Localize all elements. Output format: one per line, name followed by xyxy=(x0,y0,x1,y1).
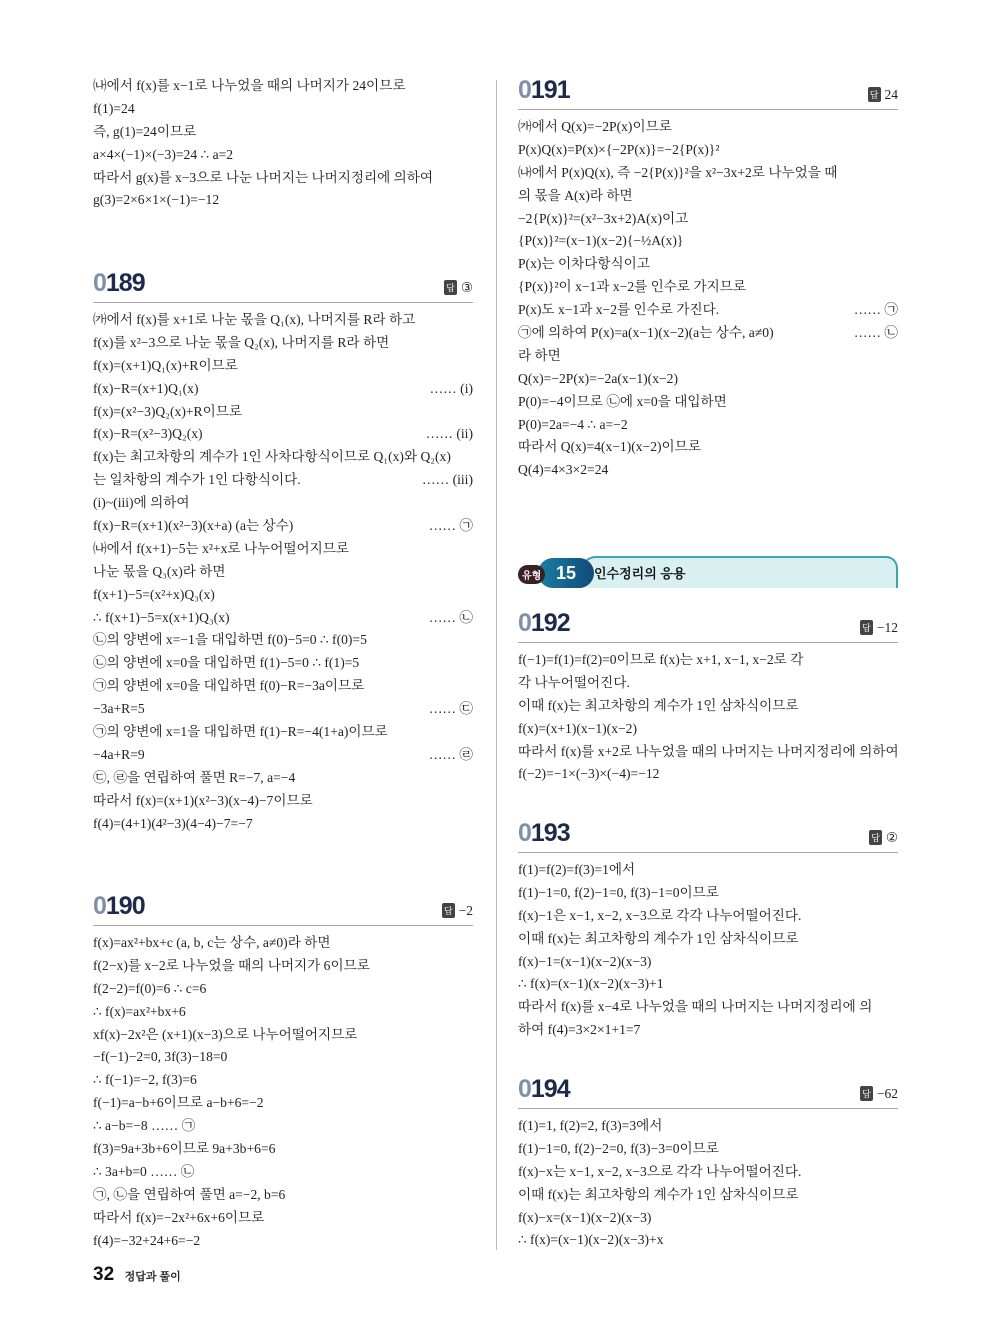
solution-line: f(2−x)를 x−2로 나누었을 때의 나머지가 6이므로 xyxy=(93,957,370,973)
solution-line: f(x)=(x²−3)Q₂(x)+R이므로 xyxy=(93,403,242,419)
solution-line: f(x)=(x+1)(x−1)(x−2) xyxy=(518,720,637,736)
solution-line: f(−1)=f(1)=f(2)=0이므로 f(x)는 x+1, x−1, x−2로 각 xyxy=(518,652,804,667)
problem-number xyxy=(518,819,570,848)
answer-badge-icon: 답 xyxy=(868,87,881,102)
solution-line: 의 몫을 A(x)라 하면 xyxy=(518,187,633,203)
solution-line: 하여 f(4)=3×2×1+1=7 xyxy=(518,1022,641,1038)
solution-line: ㉢, ㉣을 연립하여 풀면 R=−7, a=−4 xyxy=(93,769,296,785)
problem-number-main: 189 xyxy=(105,269,145,297)
solution-0194 xyxy=(518,1072,898,1252)
solution-line-row xyxy=(93,607,473,630)
answer-badge-icon: 답 xyxy=(860,620,873,635)
solution-line: −3a+R=5 xyxy=(93,701,145,717)
solution-line: ㈏에서 f(x+1)−5는 x²+x로 나누어떨어지므로 xyxy=(93,540,350,556)
footer-label: 정답과 풀이 xyxy=(124,1271,181,1283)
equation-marker: …… (i) xyxy=(429,380,473,396)
solution-line-row xyxy=(93,423,473,446)
answer-value: −62 xyxy=(876,1086,898,1101)
answer xyxy=(860,1086,898,1102)
solution-line: Q(x)=−2P(x)=−2a(x−1)(x−2) xyxy=(518,370,678,386)
solution-line: ㉠에 의하여 P(x)=a(x−1)(x−2)(a는 상수, a≠0) xyxy=(518,325,774,341)
solution-line: 즉, g(1)=24이므로 xyxy=(93,123,197,139)
answer xyxy=(442,903,473,919)
solution-0191 xyxy=(518,73,898,482)
solution-line: P(x)는 이차다항식이고 xyxy=(518,256,650,272)
answer-value: ③ xyxy=(460,280,473,295)
solution-line: ㉠, ㉡을 연립하여 풀면 a=−2, b=6 xyxy=(93,1186,286,1202)
problem-header xyxy=(518,73,898,110)
solution-line: 따라서 f(x)를 x−4로 나누었을 때의 나머지는 나머지정리에 의 xyxy=(518,999,873,1015)
solution-line: ㉠의 양변에 x=1을 대입하면 f(1)−R=−4(1+a)이므로 xyxy=(93,724,388,740)
problem-number-main: 191 xyxy=(530,76,570,104)
solution-line: Q(4)=4×3×2=24 xyxy=(518,462,609,478)
solution-line: {P(x)}²=(x−1)(x−2){−½A(x)} xyxy=(518,233,684,249)
problem-header xyxy=(518,1072,898,1109)
equation-marker: …… ㉢ xyxy=(428,701,473,717)
problem-number-main: 190 xyxy=(105,892,145,920)
solution-line: −4a+R=9 xyxy=(93,746,145,762)
solution-line: ㈏에서 P(x)Q(x), 즉 −2{P(x)}²을 x²−3x+2로 나누었을 때 xyxy=(518,164,838,180)
solution-line-row xyxy=(93,698,473,721)
problem-number-main: 194 xyxy=(530,1075,570,1103)
answer xyxy=(860,620,898,636)
solution-line: ㉠의 양변에 x=0을 대입하면 f(0)−R=−3a이므로 xyxy=(93,678,365,694)
equation-marker: …… ㉠ xyxy=(853,302,898,318)
solution-line: f(x)−R=(x+1)Q₁(x) xyxy=(93,380,199,396)
problem-number-main: 192 xyxy=(530,609,570,637)
solution-line: ∴ f(x)=(x−1)(x−2)(x−3)+1 xyxy=(518,976,664,992)
solution-line: f(−1)=a−b+6이므로 a−b+6=−2 xyxy=(93,1095,264,1111)
type-label: 유형 xyxy=(518,565,545,584)
solution-line: f(x)−x=(x−1)(x−2)(x−3) xyxy=(518,1209,652,1225)
solution-line: ㈏에서 f(x)를 x−1로 나누었을 때의 나머지가 24이므로 xyxy=(93,78,406,93)
problem-number xyxy=(93,892,145,921)
solution-line: f(x)는 최고차항의 계수가 1인 사차다항식이므로 Q₁(x)와 Q₂(x) xyxy=(93,449,451,465)
type-title: 인수정리의 응용 xyxy=(580,556,898,588)
answer-badge-icon: 답 xyxy=(860,1086,873,1101)
solution-line-row xyxy=(93,515,473,538)
solution-line: f(x)−x는 x−1, x−2, x−3으로 각각 나누어떨어진다. xyxy=(518,1163,802,1179)
solution-line: 이때 f(x)는 최고차항의 계수가 1인 삼차식이므로 xyxy=(518,930,799,946)
solution-line: ㉡의 양변에 x=−1을 대입하면 f(0)−5=0 ∴ f(0)=5 xyxy=(93,632,367,648)
solution-line: f(3)=9a+3b+6이므로 9a+3b+6=6 xyxy=(93,1141,276,1157)
solution-line: f(2−2)=f(0)=6 ∴ c=6 xyxy=(93,980,207,996)
solution-line: f(1)−1=0, f(2)−2=0, f(3)−3=0이므로 xyxy=(518,1140,719,1156)
problem-number xyxy=(518,1075,570,1104)
solution-line: ㈎에서 f(x)를 x+1로 나눈 몫을 Q₁(x), 나머지를 R라 하고 xyxy=(93,312,416,327)
answer-value: −2 xyxy=(458,903,473,918)
solution-line: f(x)−1=(x−1)(x−2)(x−3) xyxy=(518,953,652,969)
solution-line: ∴ f(x)=ax²+bx+6 xyxy=(93,1003,186,1019)
problem-header xyxy=(518,816,898,853)
solution-0190 xyxy=(93,889,473,1252)
solution-line: −f(−1)−2=0, 3f(3)−18=0 xyxy=(93,1049,228,1065)
type-number: 15 xyxy=(538,558,594,588)
problem-number-main: 193 xyxy=(530,819,570,847)
answer-value: ② xyxy=(885,830,898,845)
solution-line-row xyxy=(93,744,473,767)
solution-line: 는 일차항의 계수가 1인 다항식이다. xyxy=(93,472,301,488)
equation-marker: …… ㉡ xyxy=(428,609,473,625)
solution-line: {P(x)}²이 x−1과 x−2를 인수로 가지므로 xyxy=(518,279,746,295)
solution-line: (i)~(iii)에 의하여 xyxy=(93,495,190,511)
solution-line: f(−2)=−1×(−3)×(−4)=−12 xyxy=(518,766,660,782)
solution-line-row xyxy=(93,469,473,492)
equation-marker: …… ㉡ xyxy=(853,325,898,341)
solution-line: g(3)=2×6×1×(−1)=−12 xyxy=(93,192,220,208)
solution-line: f(x)−1은 x−1, x−2, x−3으로 각각 나누어떨어진다. xyxy=(518,907,802,923)
column-divider xyxy=(496,80,497,1250)
equation-marker: …… (iii) xyxy=(422,472,473,488)
solution-line: f(4)=−32+24+6=−2 xyxy=(93,1232,201,1248)
answer-value: 24 xyxy=(884,87,898,102)
problem-number-prefix: 0 xyxy=(518,76,531,104)
equation-marker: …… ㉣ xyxy=(428,746,473,762)
answer-badge-icon: 답 xyxy=(869,830,882,845)
solution-line-row xyxy=(93,378,473,401)
problem-number-prefix: 0 xyxy=(518,1075,531,1103)
answer xyxy=(444,280,473,296)
solution-0192 xyxy=(518,606,898,786)
solution-line: ∴ f(−1)=−2, f(3)=6 xyxy=(93,1072,197,1088)
solution-line: ∴ f(x)=(x−1)(x−2)(x−3)+x xyxy=(518,1232,664,1248)
solution-line: P(0)=2a=−4 ∴ a=−2 xyxy=(518,416,628,432)
solution-line: f(x)=ax²+bx+c (a, b, c는 상수, a≠0)라 하면 xyxy=(93,935,331,950)
solution-line: f(1)=f(2)=f(3)=1에서 xyxy=(518,862,636,877)
problem-header xyxy=(518,606,898,643)
solution-line: ∴ f(x+1)−5=x(x+1)Q₃(x) xyxy=(93,609,230,625)
solution-line: f(x)−R=(x²−3)Q₂(x) xyxy=(93,426,203,442)
solution-line: f(1)=1, f(2)=2, f(3)=3에서 xyxy=(518,1118,663,1133)
solution-line: 따라서 Q(x)=4(x−1)(x−2)이므로 xyxy=(518,439,701,455)
solution-line: 따라서 f(x)를 x+2로 나누었을 때의 나머지는 나머지정리에 의하여 xyxy=(518,743,899,759)
answer-badge-icon: 답 xyxy=(442,903,455,918)
solution-line: f(1)−1=0, f(2)−1=0, f(3)−1=0이므로 xyxy=(518,884,719,900)
page-footer xyxy=(93,1264,181,1286)
solution-line: 따라서 f(x)=(x+1)(x²−3)(x−4)−7이므로 xyxy=(93,792,313,808)
problem-number-prefix: 0 xyxy=(518,609,531,637)
solution-line: xf(x)−2x²은 (x+1)(x−3)으로 나누어떨어지므로 xyxy=(93,1026,358,1042)
solution-line: 따라서 f(x)=−2x²+6x+6이므로 xyxy=(93,1209,265,1225)
problem-number-prefix: 0 xyxy=(93,892,106,920)
problem-number xyxy=(93,269,145,298)
page-number: 32 xyxy=(93,1264,115,1285)
answer xyxy=(869,830,898,846)
solution-line: f(x)−R=(x+1)(x²−3)(x+a) (a는 상수) xyxy=(93,518,294,534)
problem-number xyxy=(518,76,570,105)
equation-marker: …… ㉠ xyxy=(428,518,473,534)
solution-line: 이때 f(x)는 최고차항의 계수가 1인 삼차식이므로 xyxy=(518,697,799,713)
solution-line: ㈎에서 Q(x)=−2P(x)이므로 xyxy=(518,119,672,134)
problem-header xyxy=(93,889,473,926)
equation-marker: …… (ii) xyxy=(425,426,473,442)
problem-number xyxy=(518,609,570,638)
solution-line-row xyxy=(518,299,898,322)
solution-continuation xyxy=(93,75,473,212)
problem-number-prefix: 0 xyxy=(93,269,106,297)
solution-line: f(x)를 x²−3으로 나눈 몫을 Q₂(x), 나머지를 R라 하면 xyxy=(93,334,390,350)
solution-line: 따라서 g(x)를 x−3으로 나눈 나머지는 나머지정리에 의하여 xyxy=(93,169,434,185)
solution-line-row xyxy=(518,322,898,345)
solution-line: 이때 f(x)는 최고차항의 계수가 1인 삼차식이므로 xyxy=(518,1186,799,1202)
problem-number-prefix: 0 xyxy=(518,819,531,847)
solution-line: 라 하면 xyxy=(518,347,561,363)
solution-line: f(1)=24 xyxy=(93,100,135,116)
solution-line: ∴ 3a+b=0 …… ㉡ xyxy=(93,1163,195,1179)
solution-line: f(x)=(x+1)Q₁(x)+R이므로 xyxy=(93,357,238,373)
solution-line: f(4)=(4+1)(4²−3)(4−4)−7=−7 xyxy=(93,815,253,831)
solution-line: 나눈 몫을 Q₃(x)라 하면 xyxy=(93,563,226,579)
solution-line: −2{P(x)}²=(x²−3x+2)A(x)이고 xyxy=(518,210,689,226)
solution-0189 xyxy=(93,266,473,835)
answer-value: −12 xyxy=(876,620,898,635)
answer-badge-icon: 답 xyxy=(444,280,457,295)
solution-line: f(x+1)−5=(x²+x)Q₃(x) xyxy=(93,586,215,602)
type-banner xyxy=(518,556,898,590)
solution-line: P(x)Q(x)=P(x)×{−2P(x)}=−2{P(x)}² xyxy=(518,141,720,157)
solution-line: P(x)도 x−1과 x−2를 인수로 가진다. xyxy=(518,302,720,318)
solution-line: 각 나누어떨어진다. xyxy=(518,674,630,690)
solution-line: ∴ a−b=−8 …… ㉠ xyxy=(93,1118,196,1134)
solution-line: ㉡의 양변에 x=0을 대입하면 f(1)−5=0 ∴ f(1)=5 xyxy=(93,655,360,671)
solution-line: a×4×(−1)×(−3)=24 ∴ a=2 xyxy=(93,146,234,162)
answer xyxy=(868,87,898,103)
solution-0193 xyxy=(518,816,898,1042)
solution-line: P(0)=−4이므로 ㉡에 x=0을 대입하면 xyxy=(518,393,727,409)
problem-header xyxy=(93,266,473,303)
